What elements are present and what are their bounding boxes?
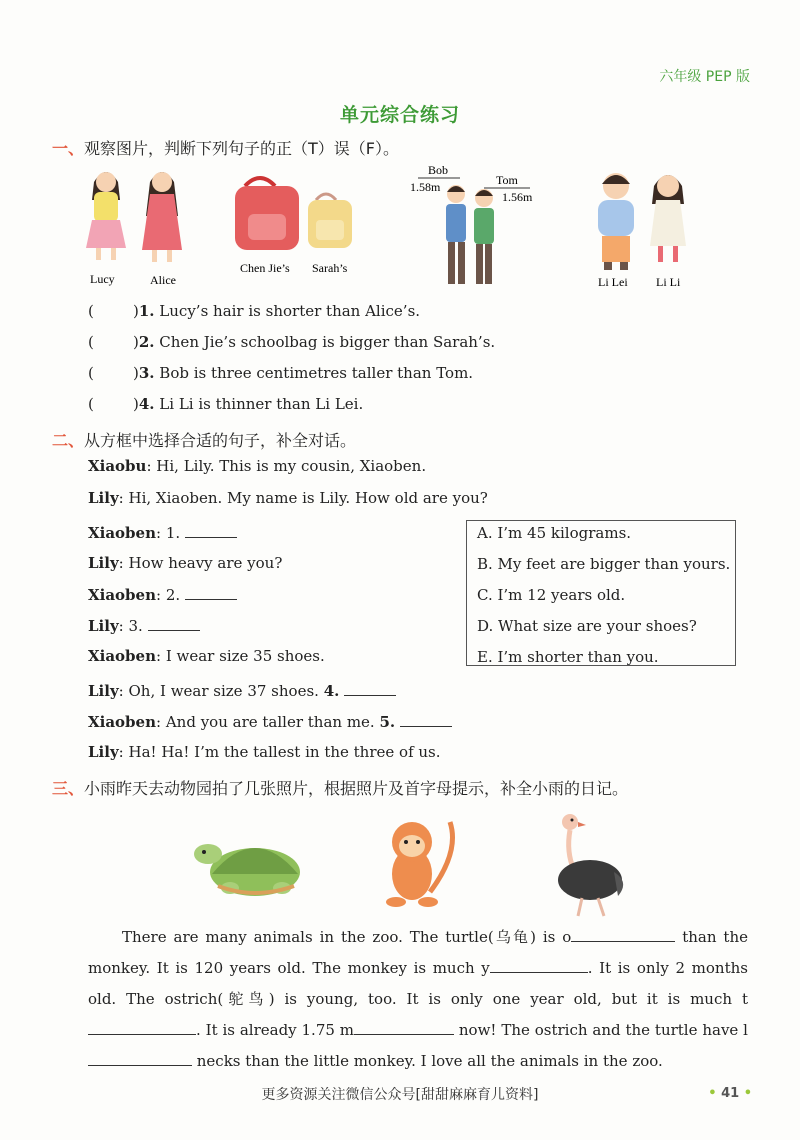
diary-blank-t[interactable]: [88, 1020, 196, 1035]
choice-e: E. I’m shorter than you.: [477, 648, 659, 666]
turtle-picture: [194, 844, 300, 896]
diary-paragraph: There are many animals in the zoo. The turtle(乌龟) is o than the monkey. It is 120 years old. The monkey is much y . It is only 2 months old. The ostrich(鸵鸟) is young, too. It is only one year old, but it is much t. It is already 1.75 m now! The ostrich and the turtle have l necks than the little monkey. I love all the animals in the zoo.: [88, 928, 748, 1070]
choice-b: B. My feet are bigger than yours.: [477, 555, 731, 573]
tom-figure: [474, 189, 494, 284]
section-3-number: 三、: [52, 779, 85, 798]
page-title: 单元综合练习: [339, 104, 460, 126]
answer-paren-open[interactable]: (: [88, 364, 94, 382]
section-3-instruction: 小雨昨天去动物园拍了几张照片，根据照片及首字母提示，补全小雨的日记。: [84, 779, 629, 798]
lilei-label: Li Lei: [598, 275, 628, 289]
diary-blank-o[interactable]: [571, 927, 675, 942]
bob-height: 1.58m: [410, 180, 441, 194]
choice-d: D. What size are your shoes?: [477, 617, 697, 635]
schoolbag-red: [235, 178, 299, 250]
section-3-heading: [52, 776, 628, 799]
footer-promo-text: 更多资源关注微信公众号[甜甜麻麻育儿资料]: [261, 1087, 539, 1103]
answer-paren-open[interactable]: (: [88, 302, 94, 320]
dialogue-line-4: Lily: How heavy are you?: [88, 554, 283, 572]
chenjie-label: Chen Jie’s: [240, 261, 290, 275]
dialogue-line-2: Lily: Hi, Xiaoben. My name is Lily. How old are you?: [88, 489, 488, 507]
lucy-figure: [86, 172, 126, 260]
choice-c: C. I’m 12 years old.: [477, 586, 626, 604]
lucy-label: Lucy: [90, 272, 115, 286]
sarah-label: Sarah’s: [312, 261, 348, 275]
section-2-number: 二、: [52, 431, 85, 450]
section-1-number: 一、: [52, 139, 85, 158]
section-2-instruction: 从方框中选择合适的句子，补全对话。: [84, 431, 357, 450]
ostrich-picture: [558, 814, 623, 916]
diary-blank-y[interactable]: [490, 958, 588, 973]
bob-figure: [446, 185, 466, 284]
tom-label: Tom: [496, 173, 518, 187]
dialogue-line-1: Xiaobu: Hi, Lily. This is my cousin, Xiaoben.: [88, 457, 427, 475]
bob-label: Bob: [428, 163, 449, 177]
lili-figure: [650, 175, 686, 262]
answer-blank-1[interactable]: [185, 523, 237, 538]
dialogue-line-7: Xiaoben: I wear size 35 shoes.: [88, 647, 325, 665]
answer-blank-5[interactable]: [400, 712, 452, 727]
schoolbag-yellow: [308, 194, 352, 248]
diary-blank-m[interactable]: [354, 1020, 454, 1035]
dialogue-line-6: Lily: 3.: [88, 616, 200, 635]
choices-box: [466, 520, 736, 666]
section-1-illustrations: [80, 160, 720, 295]
lilei-figure: [598, 173, 634, 270]
page-number: • 41 •: [708, 1086, 752, 1101]
dialogue-line-10: Lily: Ha! Ha! I’m the tallest in the three of us.: [88, 743, 441, 761]
section-1-heading: [52, 136, 399, 159]
section-2-heading: [52, 428, 356, 451]
answer-blank-2[interactable]: [185, 585, 237, 600]
tf-item-4: ( )4. Li Li is thinner than Li Lei.: [88, 395, 364, 413]
answer-paren-open[interactable]: (: [88, 395, 94, 413]
diary-blank-l[interactable]: [88, 1051, 192, 1066]
alice-figure: [142, 172, 182, 262]
dialogue-line-3: Xiaoben: 1.: [88, 523, 237, 542]
alice-label: Alice: [150, 273, 176, 287]
dialogue-line-5: Xiaoben: 2.: [88, 585, 237, 604]
answer-blank-4[interactable]: [344, 681, 396, 696]
tom-height: 1.56m: [502, 190, 533, 204]
tf-item-1: ( )1. Lucy’s hair is shorter than Alice’s.: [88, 302, 421, 320]
dialogue-line-8: Lily: Oh, I wear size 37 shoes. 4.: [88, 681, 396, 700]
section-1-instruction: 观察图片，判断下列句子的正（T）误（F）。: [84, 139, 399, 158]
lili-label: Li Li: [656, 275, 681, 289]
monkey-picture: [386, 822, 453, 907]
answer-paren-open[interactable]: (: [88, 333, 94, 351]
answer-blank-3[interactable]: [148, 616, 200, 631]
grade-label: 六年级 PEP 版: [659, 69, 750, 85]
tf-item-3: ( )3. Bob is three centimetres taller than Tom.: [88, 364, 474, 382]
dialogue-line-9: Xiaoben: And you are taller than me. 5.: [88, 712, 452, 731]
section-3-animal-photos: [190, 812, 640, 922]
choice-a: A. I’m 45 kilograms.: [477, 524, 632, 542]
tf-item-2: ( )2. Chen Jie’s schoolbag is bigger than Sarah’s.: [88, 333, 496, 351]
